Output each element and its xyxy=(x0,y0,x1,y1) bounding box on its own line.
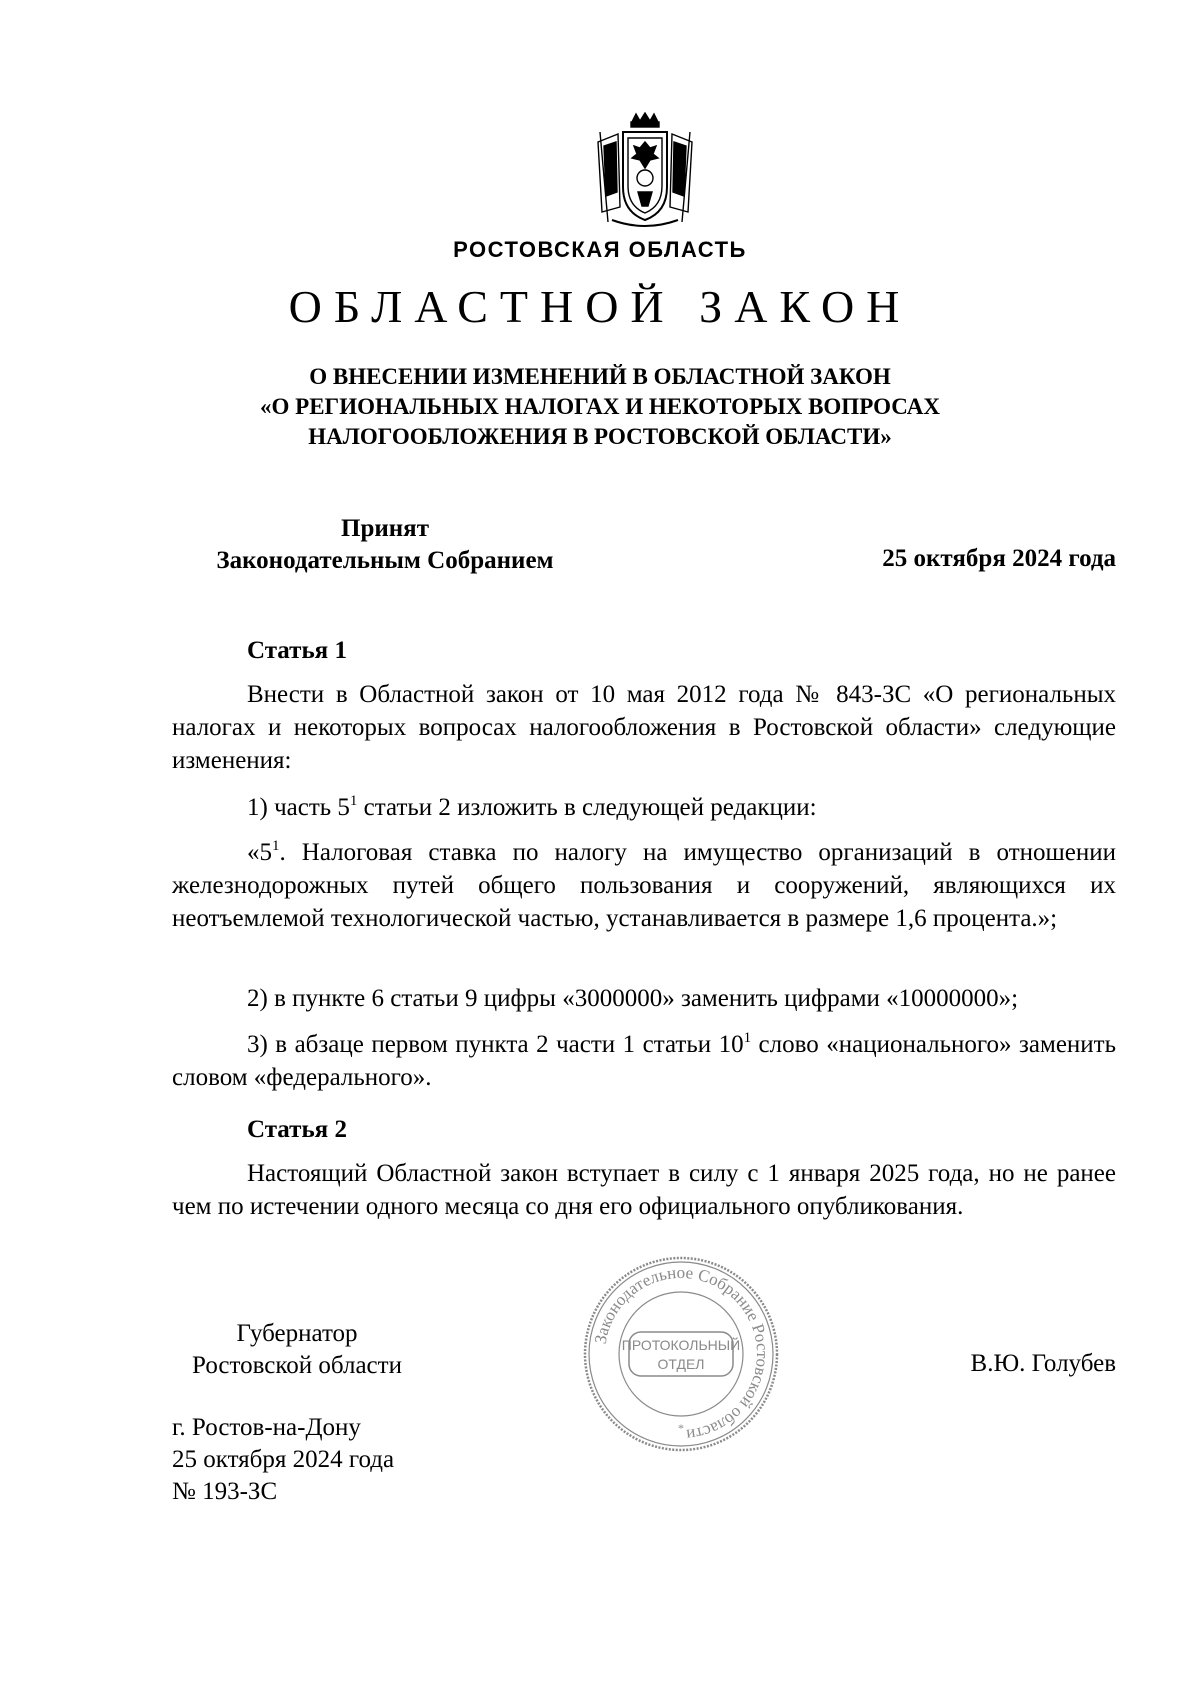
stamp-star-icon: * xyxy=(678,1421,684,1435)
subject-line-3: НАЛОГООБЛОЖЕНИЯ В РОСТОВСКОЙ ОБЛАСТИ» xyxy=(308,424,892,449)
article-2-text: Настоящий Областной закон вступает в силу с 1 января 2025 года, но не ранее чем по истечении одного месяца со дня его официального опубликования. xyxy=(172,1160,1116,1220)
article-1-item-2: 2) в пункте 6 статьи 9 цифры «3000000» заменить цифрами «10000000»; xyxy=(247,985,1019,1012)
city: г. Ростов-на-Дону xyxy=(172,1414,361,1441)
article-1-item-3: 3) в абзаце первом пункта 2 части 1 статьи $10^1$ слово «национального» заменить словом «федерального». xyxy=(172,1030,1116,1091)
article-1-item-1: 1) часть $5^1$ статьи 2 изложить в следующей редакции: xyxy=(247,793,817,821)
signing-date: 25 октября 2024 года xyxy=(172,1446,395,1473)
signer-name: В.Ю. Голубев xyxy=(970,1350,1116,1377)
adoption-date: 25 октября 2024 года xyxy=(882,545,1116,572)
stamp-inner-line-1: ПРОТОКОЛЬНЫЙ xyxy=(621,1337,741,1353)
document-type-title: ОБЛАСТНОЙ ЗАКОН xyxy=(288,281,912,332)
governor-title xyxy=(172,1318,422,1382)
adopted-label: Принят xyxy=(341,515,429,542)
subject-line-2: «О РЕГИОНАЛЬНЫХ НАЛОГАХ И НЕКОТОРЫХ ВОПРОСАХ xyxy=(260,394,940,419)
article-1-quoted-amendment: «$5^1$. Налоговая ставка по налогу на имущество организаций в отношении железнодорожных путей общего пользования и сооружений, являющихся их неотъемлемой технологической частью, устанавливается в размере 1,6 процента.»; xyxy=(172,838,1116,932)
article-2-heading: Статья 2 xyxy=(247,1116,347,1143)
governor-title-line-2: Ростовской области xyxy=(192,1352,402,1379)
adopted-by-block xyxy=(170,513,600,577)
region-name: РОСТОВСКАЯ ОБЛАСТЬ xyxy=(453,237,747,262)
stamp-ring-text: Законодательное Собрание Ростовской области xyxy=(590,1262,773,1445)
official-stamp xyxy=(581,1254,781,1454)
place-date-number xyxy=(172,1412,394,1508)
law-subject-title xyxy=(0,362,1200,452)
subject-line-1: О ВНЕСЕНИИ ИЗМЕНЕНИЙ В ОБЛАСТНОЙ ЗАКОН xyxy=(309,364,891,389)
governor-title-line-1: Губернатор xyxy=(236,1320,358,1347)
stamp-inner-line-2: ОТДЕЛ xyxy=(657,1356,705,1372)
coat-of-arms-emblem xyxy=(590,112,700,230)
adopted-body: Законодательным Собранием xyxy=(216,547,554,574)
law-number: № 193-ЗС xyxy=(172,1478,278,1505)
article-1-intro: Внести в Областной закон от 10 мая 2012 года № 843-ЗС «О региональных налогах и некоторых вопросах налогообложения в Ростовской области» следующие изменения: xyxy=(172,681,1116,774)
article-1-heading: Статья 1 xyxy=(247,637,347,664)
